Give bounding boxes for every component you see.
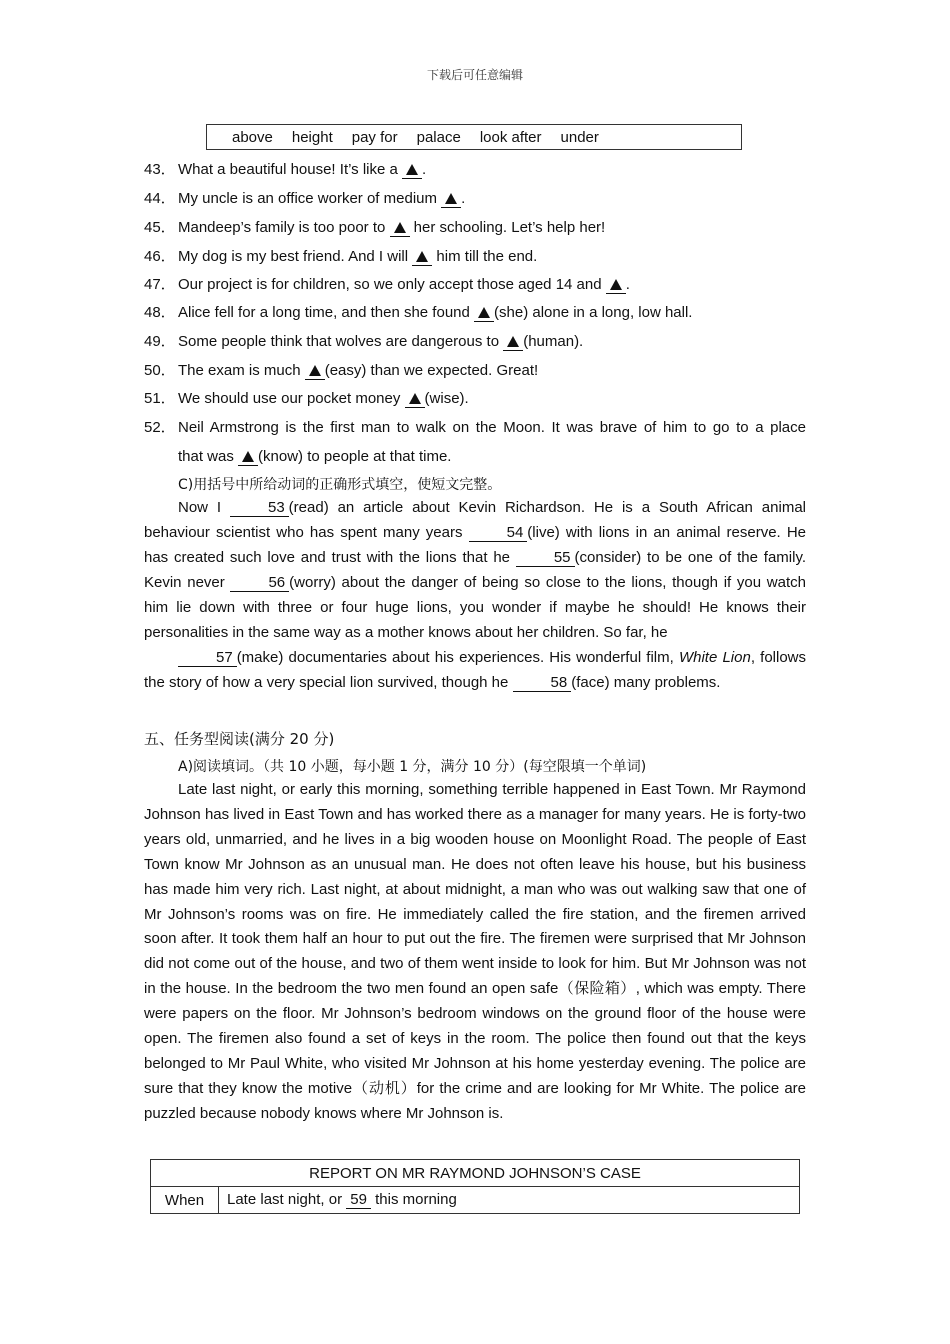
word-box-item: pay for: [351, 128, 398, 146]
question-item: [144, 332, 806, 352]
question-number: 45．: [144, 219, 176, 236]
film-title: White Lion: [678, 649, 751, 666]
blank-56[interactable]: 56: [230, 575, 289, 592]
report-title: REPORT ON MR RAYMOND JOHNSON’S CASE: [151, 1160, 800, 1187]
question-text: My dog is my best friend. And I will: [178, 248, 413, 265]
triangle-icon: [445, 193, 457, 204]
triangle-icon: [406, 164, 418, 175]
blank-54[interactable]: 54: [469, 525, 528, 542]
partC-instruction: C)用括号中所给动词的正确形式填空，使短文完整。: [178, 477, 502, 493]
answer-blank[interactable]: [390, 220, 410, 237]
triangle-icon: [394, 222, 406, 233]
question-52-line2: that was (know) to people at that time.: [178, 448, 452, 465]
question-item: [144, 303, 806, 323]
word-box-item: look after: [479, 128, 542, 146]
question-text-after: .: [625, 276, 630, 293]
question-52: [144, 418, 806, 438]
answer-blank[interactable]: [441, 191, 461, 208]
question-item: [144, 275, 806, 295]
triangle-icon: [478, 307, 490, 318]
report-row-value: Late last night, or 59 this morning: [219, 1187, 800, 1214]
question-text: Alice fell for a long time, and then she found: [178, 304, 475, 321]
blank-59[interactable]: 59: [346, 1192, 371, 1209]
question-item: [144, 247, 806, 267]
question-item: [144, 361, 806, 381]
header-note: 下载后可任意编辑: [426, 68, 523, 82]
question-text-after: .: [422, 161, 427, 178]
blank-58[interactable]: 58: [513, 675, 572, 692]
blank-53[interactable]: 53: [230, 500, 289, 517]
answer-blank[interactable]: [305, 363, 325, 380]
question-number: 43．: [144, 161, 176, 178]
question-text: What a beautiful house! It’s like a: [178, 161, 403, 178]
question-number: 48．: [144, 304, 176, 321]
word-box-item: palace: [416, 128, 461, 146]
triangle-icon: [409, 393, 421, 404]
question-text-after: (easy) than we expected. Great!: [324, 362, 539, 379]
answer-blank[interactable]: [474, 305, 494, 322]
question-text: The exam is much: [178, 362, 305, 379]
question-text-after: (wise).: [424, 390, 469, 407]
answer-blank[interactable]: [412, 249, 432, 266]
question-text-after: (human).: [523, 333, 584, 350]
question-number: 49．: [144, 333, 176, 350]
question-text: Neil Armstrong is the first man to walk on the Moon. It was brave of him to go to a place: [178, 419, 806, 436]
report-table: [150, 1159, 800, 1214]
word-box: [206, 124, 742, 150]
question-text: We should use our pocket money: [178, 390, 405, 407]
section-5-instruction: A)阅读填词。（共 10 小题，每小题 1 分，满分 10 分）(每空限填一个单词): [178, 759, 647, 775]
question-text: Mandeep’s family is too poor to: [178, 219, 390, 236]
question-text-after: (she) alone in a long, low hall.: [494, 304, 693, 321]
triangle-icon: [309, 365, 321, 376]
question-item: [144, 160, 806, 180]
word-box-item: height: [291, 128, 333, 146]
question-number: 52．: [144, 419, 176, 436]
blank-57[interactable]: 57: [178, 650, 237, 667]
answer-blank[interactable]: [606, 277, 626, 294]
answer-blank[interactable]: [503, 334, 523, 351]
question-number: 47．: [144, 276, 176, 293]
reading-passage: Late last night, or early this morning, something terrible happened in East Town. Mr Raymond Johnson has lived in East Town and has worked there as a manager for many years. He is forty-two years old, unmarried, and he lives in a big wooden house on Moonlight Road. The people of East Town know Mr Johnson as an unusual man. He does not often leave his house, but his business has made him very rich. Last night, at about midnight, a man who was out walking saw that one of Mr Johnson’s rooms was on fire. He immediately called the fire station, and the firemen arrived soon after. It took them half an hour to put out the fire. The firemen were surprised that Mr Johnson did not come out of the house, and two of them went inside to look for him. But Mr Johnson was not in the house. In the bedroom the two men found an open safe（保险箱）, which was empty. There were papers on the floor. Mr Johnson’s bedroom windows on the ground floor of the house were open. The firemen also found a set of keys in the room. The police then found out that the keys belonged to Mr Paul White, who visited Mr Johnson at his home yesterday evening. The police are sure that they know the motive（动机）for the crime and are looking for Mr White. The police are puzzled because nobody knows where Mr Johnson is.: [144, 781, 806, 1122]
answer-blank[interactable]: [405, 391, 425, 408]
triangle-icon: [507, 336, 519, 347]
question-item: [144, 389, 806, 409]
question-text: Some people think that wolves are dangerous to: [178, 333, 504, 350]
partC-paragraph-1: Now I 53 (read) an article about Kevin Richardson. He is a South African animal behaviour scientist who has spent many years 54 (live) with lions in an animal reserve. He has created such love and trust with the lions that he 55 (consider) to be one of the family. Kevin never 56 (worry) about the danger of being so close to the lions, though if you watch him lie down with three or four huge lions, you wonder if maybe he should! He knows their personalities in the same way as a mother knows about her children. So far, he: [144, 499, 807, 641]
section-5-title: 五、任务型阅读(满分 20 分): [144, 730, 335, 748]
triangle-icon: [416, 251, 428, 262]
word-box-item: under: [560, 128, 599, 146]
question-text: Our project is for children, so we only accept those aged 14 and: [178, 276, 606, 293]
question-item: [144, 189, 806, 209]
answer-blank[interactable]: [238, 449, 258, 466]
question-text-after: .: [461, 190, 466, 207]
report-row-label: When: [151, 1187, 219, 1214]
question-item: [144, 218, 806, 238]
question-text-after: him till the end.: [432, 248, 538, 265]
question-number: 50．: [144, 362, 176, 379]
triangle-icon: [610, 279, 622, 290]
triangle-icon: [242, 451, 254, 462]
question-number: 46．: [144, 248, 176, 265]
question-number: 44．: [144, 190, 176, 207]
question-text: My uncle is an office worker of medium: [178, 190, 442, 207]
partC-paragraph-2: 57 (make) documentaries about his experiences. His wonderful film, White Lion, follows the story of how a very special lion survived, though he 58 (face) many problems.: [144, 649, 807, 691]
question-number: 51．: [144, 390, 176, 407]
blank-55[interactable]: 55: [516, 550, 575, 567]
question-text-after: her schooling. Let’s help her!: [409, 219, 606, 236]
answer-blank[interactable]: [402, 162, 422, 179]
word-box-item: above: [232, 128, 273, 146]
